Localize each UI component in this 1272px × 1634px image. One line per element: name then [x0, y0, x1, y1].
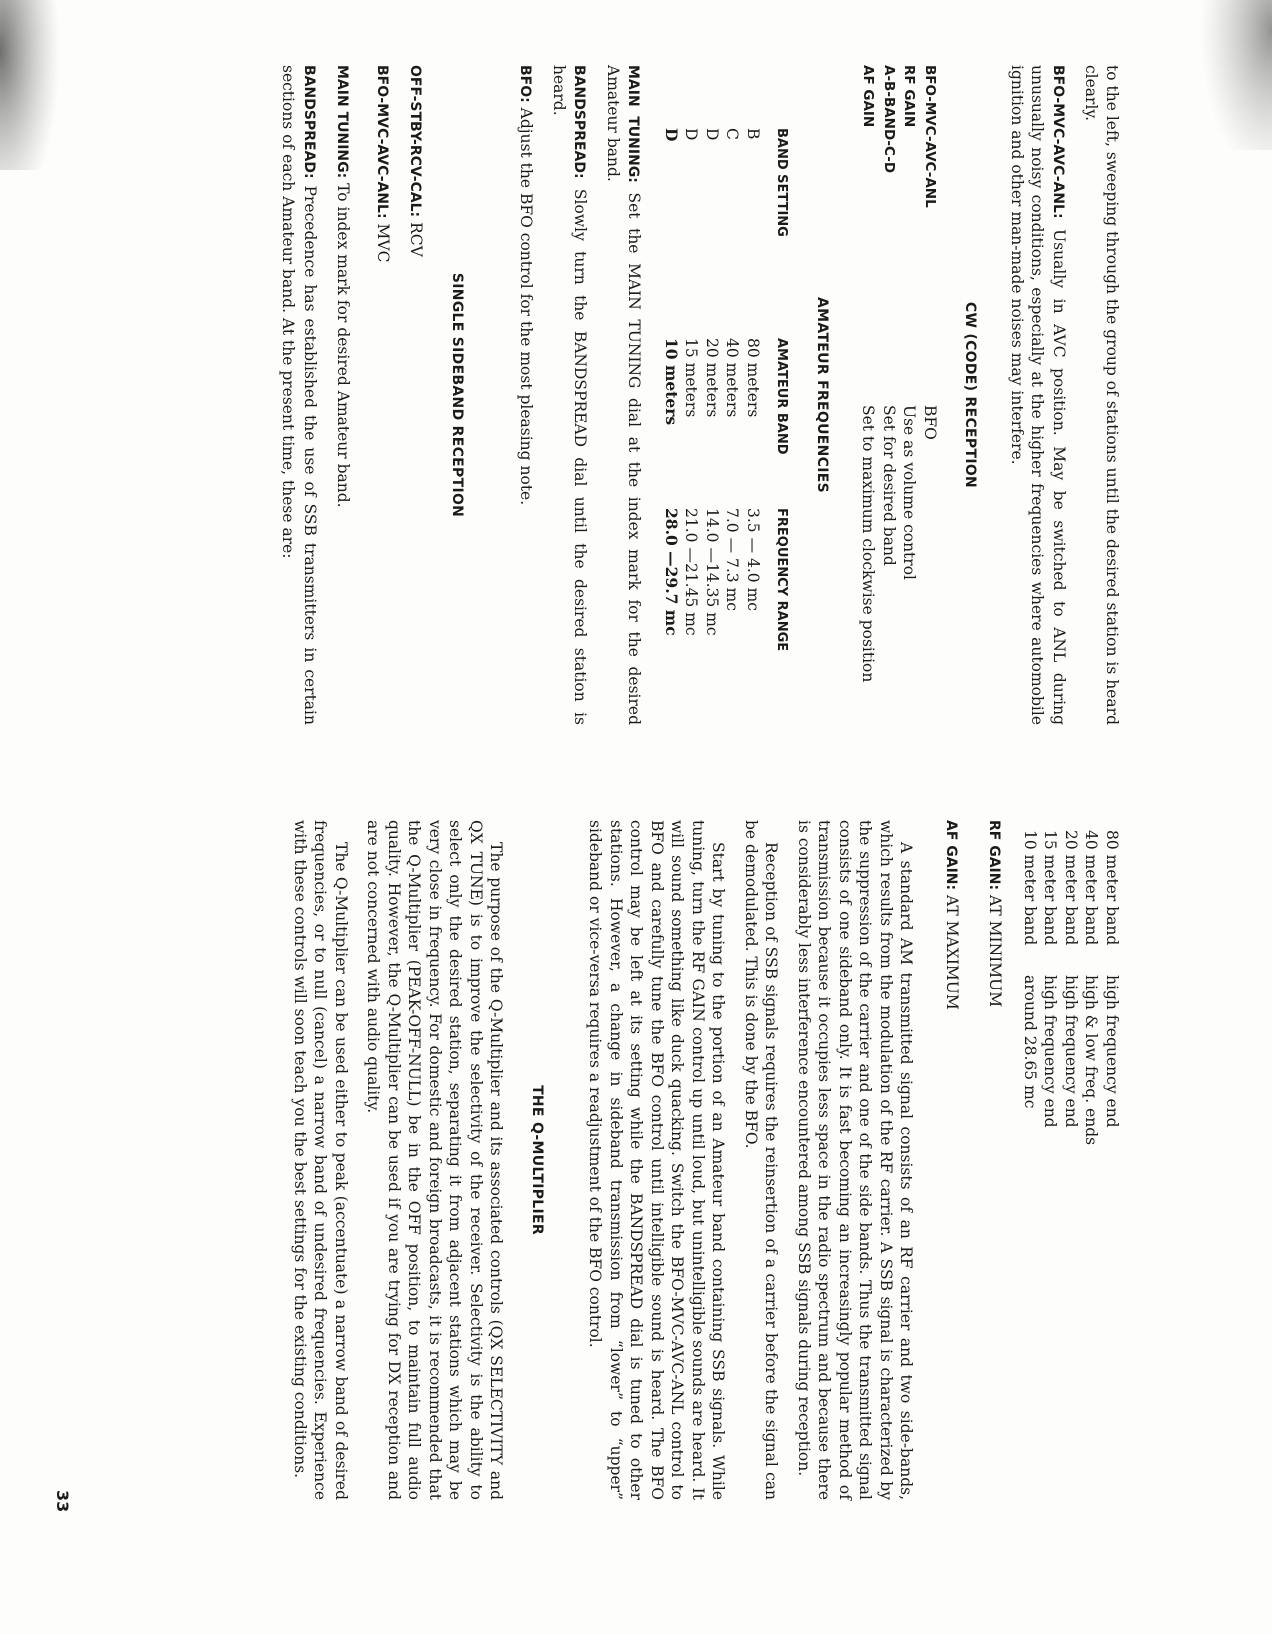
band-setting: C: [723, 128, 742, 140]
amateur-band: 10 meters: [662, 338, 681, 426]
bfo-mvc-line-lead: BFO-MVC-AVC-ANL:: [374, 65, 390, 219]
header-amateur-band: AMATEUR BAND: [774, 338, 790, 455]
amateur-band: 20 meters: [703, 338, 721, 418]
amateur-band: 15 meters: [682, 338, 701, 418]
q-multiplier-heading: THE Q-MULTIPLIER: [529, 1085, 545, 1235]
amateur-frequencies-heading: AMATEUR FREQUENCIES: [814, 297, 830, 493]
freq-row: [743, 120, 764, 668]
band-note: high frequency end: [1103, 975, 1121, 1128]
bfo-mvc-line-value: MVC: [374, 218, 392, 263]
band-note: high frequency end: [1041, 975, 1060, 1128]
off-stby-line: [405, 65, 427, 725]
main-tuning-ssb-lead: MAIN TUNING:: [334, 65, 351, 179]
ssb-band-table: [1020, 830, 1123, 1145]
frequency-range: 3.5 — 4.0 mc: [744, 508, 762, 611]
setting-key: AF GAIN: [860, 65, 877, 128]
band-setting: D: [682, 128, 701, 141]
freq-row: [661, 120, 682, 668]
ssb-heading: SINGLE SIDEBAND RECEPTION: [449, 272, 465, 518]
left-column: [278, 65, 1122, 725]
cw-heading: CW (CODE) RECEPTION: [962, 301, 979, 489]
right-column: [290, 820, 1123, 1500]
bfo-text: Adjust the BFO control for the most pleasing note.: [517, 102, 536, 506]
ssb-reception-paragraph: Reception of SSB signals requires the reinsertion of a carrier before the signal can be demodulated. This is done by the BFO.: [742, 820, 781, 1500]
band-row: [1081, 830, 1102, 1145]
band-name: 80 meter band: [1103, 830, 1121, 946]
bfo-mvc-line: [372, 65, 394, 725]
cw-settings-table: [858, 65, 940, 682]
freq-row: [722, 120, 743, 668]
rf-gain-line: [984, 820, 1006, 1500]
frequency-range: 7.0 — 7.3 mc: [723, 508, 742, 611]
rf-gain-lead: RF GAIN:: [986, 820, 1003, 891]
frequency-range: 14.0 —14.35 mc: [703, 508, 721, 636]
gain-settings: [941, 820, 1006, 1500]
band-name: 40 meter band: [1082, 830, 1101, 946]
bandspread-ssb-text: Precedence has established the use of SSB transmitters in certain sections of each Amateur band. At the present time, these are:: [279, 65, 319, 725]
ssb-tuning-paragraph: Start by tuning to the portion of an Amateur band containing SSB signals. While tuning, turn the RF GAIN control up until loud, but unintelligible sounds are heard. It will sound something like duck quacking. Switch the BFO-MVC-AVC-ANL control to BFO and carefully tune the BFO control until intelligible sound is heard. The BFO control may be left at its setting while the BANDSPREAD dial is tuned to other stations. However, a change in sideband transmission from “lower” to “upper” sideband or vice-versa requires a readjustment of the BFO control.: [586, 820, 728, 1500]
setting-key: RF GAIN: [901, 65, 918, 128]
freq-row: [702, 120, 723, 668]
header-frequency-range: FREQUENCY RANGE: [774, 508, 790, 652]
band-name: 20 meter band: [1062, 830, 1080, 946]
setting-key: BFO-MVC-AVC-ANL: [922, 65, 938, 208]
cw-setting-row: [899, 65, 920, 682]
af-gain-lead: AF GAIN:: [943, 820, 959, 891]
band-row: [1061, 830, 1082, 1145]
bfo-mvc-lead: BFO-MVC-AVC-ANL:: [1050, 65, 1066, 219]
band-setting: D: [703, 128, 721, 141]
band-name: 15 meter band: [1041, 830, 1060, 946]
main-tuning-ssb-paragraph: [332, 65, 354, 725]
bfo-mvc-paragraph: [1007, 65, 1070, 725]
intro-paragraph: to the left, sweeping through the group of stations until the desired station is heard clearly.: [1082, 65, 1121, 725]
bfo-lead: BFO:: [517, 65, 534, 103]
freq-row: [681, 120, 702, 668]
band-name: 10 meter band: [1021, 830, 1039, 946]
cw-setting-row: [879, 65, 900, 682]
off-stby-lead: OFF-STBY-RCV-CAL:: [407, 65, 424, 218]
band-note: high frequency end: [1062, 975, 1080, 1128]
off-stby-value: RCV: [407, 217, 426, 257]
amateur-band: 80 meters: [744, 338, 762, 418]
bandspread-text: Slowly turn the BANDSPREAD dial until the desired station is heard.: [550, 65, 590, 725]
cw-setting-row: [858, 65, 879, 682]
main-tuning-lead: MAIN TUNING:: [625, 65, 642, 183]
main-tuning-paragraph: [603, 65, 645, 725]
freq-header-row: [763, 120, 792, 668]
bfo-paragraph: [515, 65, 537, 725]
band-note: high & low freq. ends: [1082, 975, 1101, 1146]
af-gain-value: AT MAXIMUM: [943, 890, 961, 1010]
setting-value: BFO: [921, 405, 939, 440]
band-row: [1102, 830, 1123, 1145]
af-gain-line: [941, 820, 963, 1500]
band-setting: B: [744, 128, 762, 140]
ssb-intro-paragraph: A standard AM transmitted signal consists of an RF carrier and two side-bands, which results from the modulation of the RF carrier. A SSB signal is characterized by the suppression of the carrier and one of the side bands. Thus the transmitted signal consists of one sideband only. It is fast becoming an increasingly popular method of transmission because it occupies less space in the radio spectrum and because there is considerably less interference encountered among SSB signals during reception.: [795, 820, 916, 1500]
band-note: around 28.65 mc: [1021, 975, 1039, 1109]
band-setting: D: [662, 128, 681, 142]
cw-setting-row: [920, 65, 941, 682]
setting-value: Use as volume control: [900, 405, 919, 580]
setting-value: Set to maximum clockwise position: [859, 405, 878, 683]
bandspread-ssb-paragraph: [278, 65, 320, 725]
q-multiplier-usage-paragraph: The Q-Multiplier can be used either to peak (accentuate) a narrow band of desired frequencies, or to null (cancel) a narrow band of undesired frequencies. Experience with these controls will soon teach you the best settings for the existing conditions.: [291, 820, 350, 1500]
setting-key: A-B-BAND-C-D: [881, 65, 897, 174]
amateur-band: 40 meters: [723, 338, 742, 418]
band-row: [1040, 830, 1061, 1145]
main-tuning-text: Set the MAIN TUNING dial at the index mark for the desired Amateur band.: [604, 65, 644, 725]
q-multiplier-purpose-paragraph: The purpose of the Q-Multiplier and its associated controls (QX SELECTIVITY and QX TUNE) is to improve the selectivity of the receiver. Selectivity is the ability to select only the desired station, separating it from adjacent stations which may be very close in frequency. For domestic and foreign broadcasts, it is recommended that the Q-Multiplier (PEAK-OFF-NULL) be in the OFF position, to maintain full audio quality. However, the Q-Multiplier can be used if you are trying for DX reception and are not concerned with audio quality.: [364, 820, 506, 1500]
setting-value: Set for desired band: [880, 405, 898, 566]
bandspread-ssb-lead: BANDSPREAD:: [301, 65, 317, 179]
band-row: [1020, 830, 1041, 1145]
main-tuning-ssb-text: To index mark for desired Amateur band.: [334, 178, 353, 508]
bfo-mvc-text: Usually in AVC position. May be switched to ANL during unusually noisy conditions, especially at the higher frequencies where automobile ignition and other man-made noises may interfere.: [1008, 65, 1068, 725]
bandspread-lead: BANDSPREAD:: [571, 65, 588, 179]
page-number: 33: [53, 1490, 72, 1513]
header-band-setting: BAND SETTING: [774, 128, 790, 237]
rf-gain-value: AT MINIMUM: [986, 890, 1005, 1008]
amateur-frequency-table: [661, 120, 792, 668]
bandspread-paragraph: [549, 65, 591, 725]
frequency-range: 28.0 —29.7 mc: [662, 508, 681, 636]
frequency-range: 21.0 —21.45 mc: [682, 508, 701, 636]
